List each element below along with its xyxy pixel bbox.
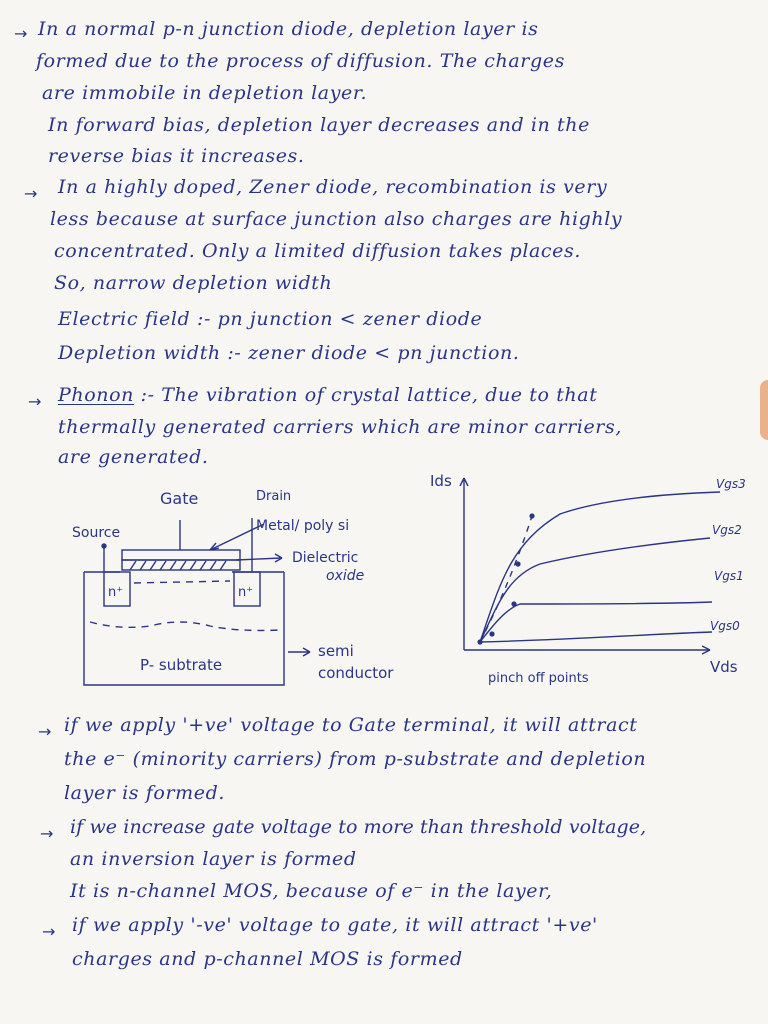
- gate-metal: [122, 550, 240, 560]
- note-line: In a normal p-n junction diode, depletion layer is: [38, 18, 539, 40]
- note-line: Depletion width :- zener diode < pn junction.: [58, 342, 520, 364]
- n-plus-right-label: n⁺: [238, 585, 254, 600]
- curve-vgs0: [480, 632, 712, 642]
- metal-label: Metal/ poly si: [256, 518, 350, 534]
- note-line: Electric field :- pn junction < zener diode: [58, 308, 483, 330]
- curve-label-vgs1: Vgs1: [714, 569, 744, 583]
- y-axis-label: Ids: [430, 472, 452, 490]
- n-plus-left-label: n⁺: [108, 585, 124, 600]
- note-line: the e⁻ (minority carriers) from p-substrate and depletion: [64, 748, 647, 770]
- note-line: In forward bias, depletion layer decreases and in the: [48, 114, 590, 136]
- gate-label: Gate: [160, 489, 199, 508]
- note-line: charges and p-channel MOS is formed: [72, 948, 463, 970]
- note-line: formed due to the process of diffusion. The charges: [36, 50, 565, 72]
- note-line: In a highly doped, Zener diode, recombination is very: [58, 176, 608, 198]
- pinch-off-locus: [480, 516, 532, 642]
- pinch-off-point: [515, 561, 520, 566]
- drain-label: Drain: [256, 489, 292, 504]
- substrate-label: P- subtrate: [140, 656, 223, 674]
- pinch-off-point: [511, 601, 516, 606]
- bullet-arrow-4: →: [38, 722, 52, 741]
- bullet-arrow-2: →: [24, 184, 38, 203]
- oxide-hatch: [130, 561, 226, 570]
- curve-label-vgs3: Vgs3: [716, 477, 746, 491]
- note-line: are generated.: [58, 446, 209, 468]
- note-line: It is n-channel MOS, because of e⁻ in the layer,: [70, 880, 553, 902]
- phonon-definition-line: [58, 384, 597, 406]
- note-line: if we apply '+ve' voltage to Gate terminal, it will attract: [64, 714, 638, 736]
- bullet-arrow-3: →: [28, 392, 42, 411]
- ids-vds-characteristics-graph: [420, 464, 760, 694]
- page-edge-thumb: [760, 380, 768, 440]
- note-line: layer is formed.: [64, 782, 225, 804]
- source-label: Source: [72, 525, 121, 541]
- phonon-definition: :- The vibration of crystal lattice, due to that: [133, 384, 598, 406]
- pinch-off-point: [489, 631, 494, 636]
- note-line: reverse bias it increases.: [48, 145, 305, 167]
- curve-label-vgs2: Vgs2: [712, 523, 742, 537]
- note-line: thermally generated carriers which are minor carriers,: [58, 416, 622, 438]
- semiconductor-label-2: conductor: [318, 664, 394, 682]
- pinch-off-point: [529, 513, 534, 518]
- note-line: an inversion layer is formed: [70, 848, 357, 870]
- oxide-label: oxide: [326, 568, 365, 584]
- curve-vgs1: [480, 602, 712, 642]
- phonon-term: Phonon: [58, 384, 134, 406]
- dielectric-pointer-arrow: [236, 558, 282, 560]
- x-axis-label: Vds: [710, 658, 738, 676]
- semiconductor-label-1: semi: [318, 642, 354, 660]
- pinch-off-label: pinch off points: [488, 671, 589, 686]
- origin-point: [477, 639, 482, 644]
- channel-dashed: [134, 581, 230, 583]
- depletion-dashed: [90, 622, 280, 631]
- note-line: So, narrow depletion width: [54, 272, 333, 294]
- note-line: if we increase gate voltage to more than threshold voltage,: [70, 816, 647, 838]
- dielectric-label: Dielectric: [292, 550, 359, 566]
- bullet-arrow-1: →: [14, 24, 28, 43]
- bullet-arrow-5: →: [40, 824, 54, 843]
- note-line: concentrated. Only a limited diffusion takes places.: [54, 240, 581, 262]
- curve-label-vgs0: Vgs0: [710, 619, 740, 633]
- mosfet-cross-section-diagram: [60, 480, 420, 695]
- note-line: are immobile in depletion layer.: [42, 82, 368, 104]
- curve-vgs2: [480, 538, 710, 642]
- curve-vgs3: [480, 492, 720, 642]
- bullet-arrow-6: →: [42, 922, 56, 941]
- note-line: less because at surface junction also charges are highly: [50, 208, 623, 230]
- note-line: if we apply '-ve' voltage to gate, it will attract '+ve': [72, 914, 598, 936]
